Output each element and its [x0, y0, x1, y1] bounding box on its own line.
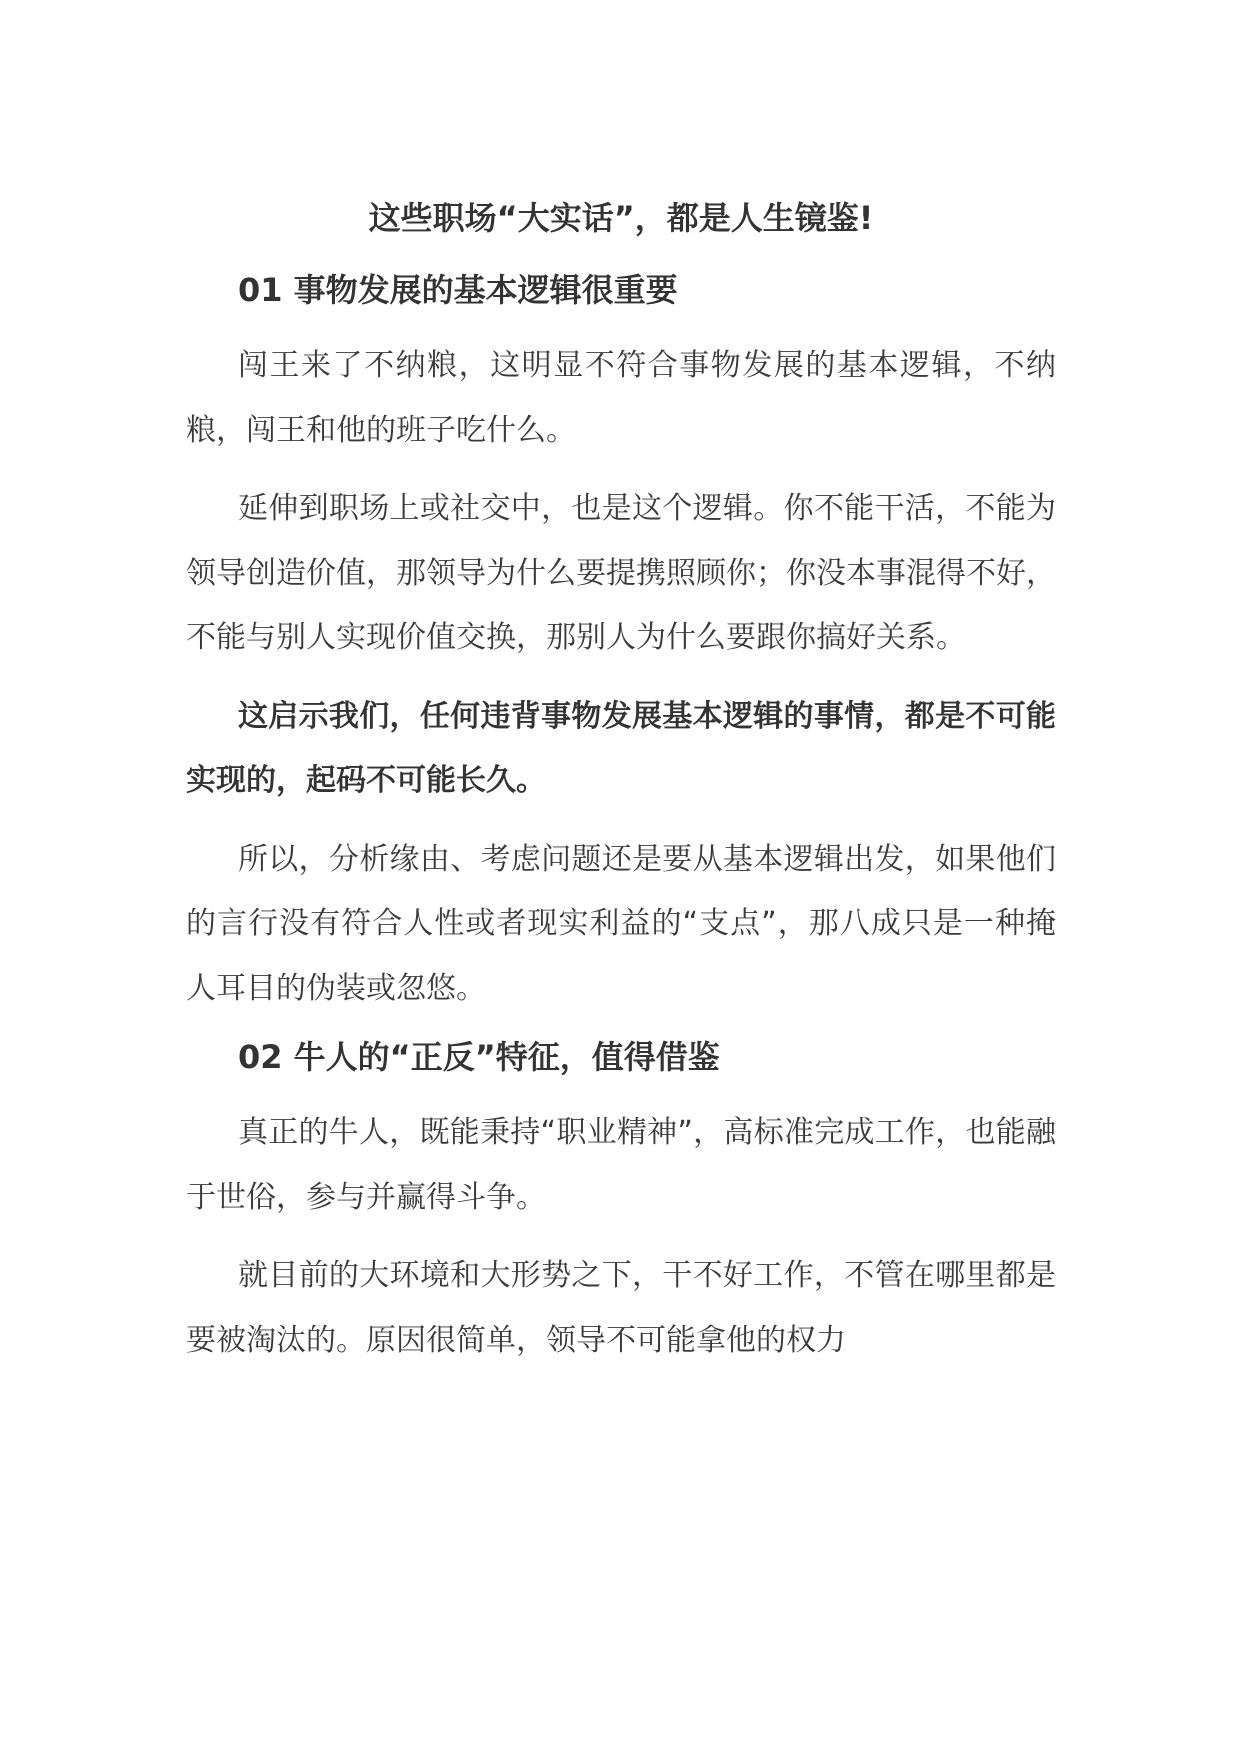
emphasized-paragraph: 这启示我们，任何违背事物发展基本逻辑的事情，都是不可能实现的，起码不可能长久。	[186, 698, 1056, 798]
paragraph: 真正的牛人，既能秉持“职业精神”，高标准完成工作，也能融于世俗，参与并赢得斗争。	[186, 1115, 1056, 1215]
paragraph: 延伸到职场上或社交中，也是这个逻辑。你不能干活，不能为领导创造价值，那领导为什么要提携照顾你；你没本事混得不好，不能与别人实现价值交换，那别人为什么要跟你搞好关系。	[186, 491, 1056, 655]
paragraph: 所以，分析缘由、考虑问题还是要从基本逻辑出发，如果他们的言行没有符合人性或者现实利益的“支点”，那八成只是一种掩人耳目的伪装或忽悠。	[186, 841, 1056, 1006]
paragraph: 就目前的大环境和大形势之下，干不好工作，不管在哪里都是要被淘汰的。原因很简单，领导不可能拿他的权力	[186, 1258, 1056, 1358]
section-heading-02: 02 牛人的“正反”特征，值得借鉴	[238, 1038, 720, 1076]
document-content	[186, 196, 1056, 1387]
paragraph: 闯王来了不纳粮，这明显不符合事物发展的基本逻辑，不纳粮，闯王和他的班子吃什么。	[186, 348, 1056, 448]
section-heading-01: 01 事物发展的基本逻辑很重要	[238, 271, 678, 309]
document-title: 这些职场“大实话”，都是人生镜鉴!	[368, 199, 874, 237]
